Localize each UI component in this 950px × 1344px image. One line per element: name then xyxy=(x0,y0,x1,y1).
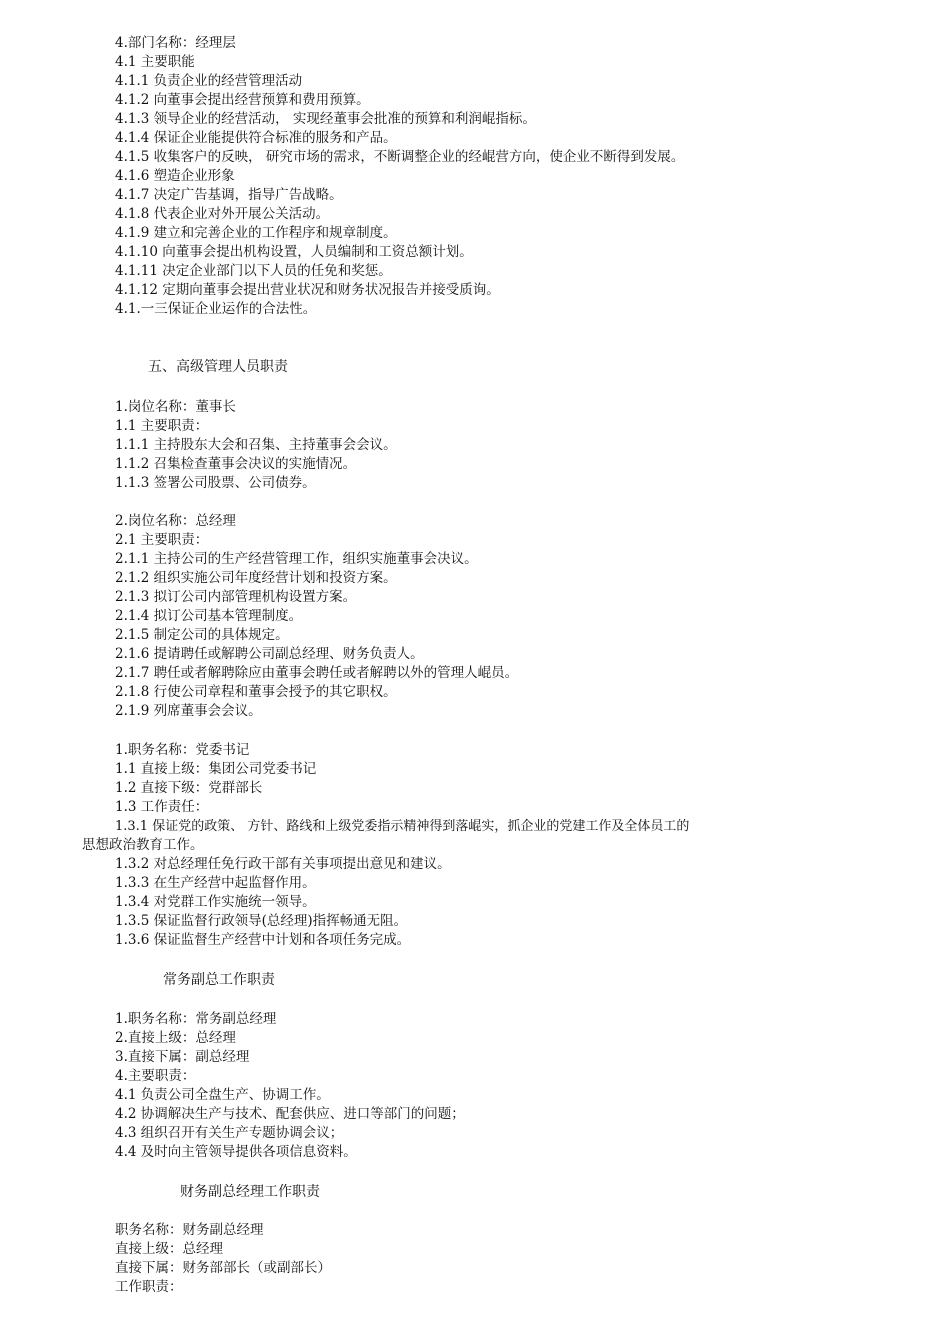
text-line: 3.直接下属：副总经理 xyxy=(115,1049,250,1065)
text-line: 4.主要职责： xyxy=(115,1068,196,1084)
text-line: 职务名称：财务副总经理 xyxy=(115,1222,264,1238)
text-line: 思想政治教育工作。 xyxy=(82,837,204,853)
text-line: 2.1.9 列席董事会会议。 xyxy=(115,703,262,719)
text-line: 1.3.2 对总经理任免行政干部有关事项提出意见和建议。 xyxy=(115,856,451,872)
text-line: 直接上级：总经理 xyxy=(115,1241,223,1257)
text-line: 1.3.5 保证监督行政领导(总经理)指挥畅通无阻。 xyxy=(115,913,408,929)
section-heading: 财务副总经理工作职责 xyxy=(180,1184,320,1200)
section-heading: 常务副总工作职责 xyxy=(163,972,275,988)
text-line: 4.1.一三保证企业运作的合法性。 xyxy=(115,301,317,317)
text-line: 1.3.6 保证监督生产经营中计划和各项任务完成。 xyxy=(115,932,411,948)
text-line: 2.1.4 拟订公司基本管理制度。 xyxy=(115,608,303,624)
text-line: 2.1.5 制定公司的具体规定。 xyxy=(115,627,289,643)
text-line: 1.3.3 在生产经营中起监督作用。 xyxy=(115,875,316,891)
text-line: 1.3 工作责任： xyxy=(115,799,209,815)
text-line: 1.1.2 召集检查董事会决议的实施情况。 xyxy=(115,456,357,472)
text-line: 1.3.1 保证党的政策、 方针、路线和上级党委指示精神得到落崐实，抓企业的党建工作及全体员工的 xyxy=(115,819,690,834)
text-line: 1.2 直接下级：党群部长 xyxy=(115,780,263,796)
text-line: 2.1.1 主持公司的生产经营管理工作，组织实施董事会决议。 xyxy=(115,551,478,567)
text-line: 4.1.2 向董事会提出经营预算和费用预算。 xyxy=(115,92,370,108)
text-line: 1.职务名称：常务副总经理 xyxy=(115,1011,277,1027)
text-line: 4.部门名称：经理层 xyxy=(115,35,236,51)
text-line: 4.1.1 负责企业的经营管理活动 xyxy=(115,73,303,89)
text-line: 4.1.3 领导企业的经营活动， 实现经董事会批准的预算和利润崐指标。 xyxy=(115,111,536,127)
text-line: 1.1 直接上级：集团公司党委书记 xyxy=(115,761,317,777)
text-line: 4.1.8 代表企业对外开展公关活动。 xyxy=(115,206,330,222)
text-line: 2.岗位名称：总经理 xyxy=(115,513,236,529)
text-line: 2.1.8 行使公司章程和董事会授予的其它职权。 xyxy=(115,684,397,700)
section-heading: 五、高级管理人员职责 xyxy=(148,359,288,375)
text-line: 1.1.1 主持股东大会和召集、主持董事会会议。 xyxy=(115,437,397,453)
text-line: 2.1 主要职责： xyxy=(115,532,209,548)
text-line: 2.1.6 提请聘任或解聘公司副总经理、财务负责人。 xyxy=(115,646,424,662)
text-line: 4.1.5 收集客户的反映， 研究市场的需求，不断调整企业的经崐营方向，使企业不断得到发展。 xyxy=(115,149,685,165)
text-line: 1.职务名称：党委书记 xyxy=(115,742,250,758)
text-line: 4.1.10 向董事会提出机构设置，人员编制和工资总额计划。 xyxy=(115,244,473,260)
text-line: 1.1.3 签署公司股票、公司债券。 xyxy=(115,475,316,491)
text-line: 4.1.4 保证企业能提供符合标准的服务和产品。 xyxy=(115,130,397,146)
text-line: 2.直接上级：总经理 xyxy=(115,1030,236,1046)
text-line: 4.2 协调解决生产与技术、配套供应、进口等部门的问题； xyxy=(115,1106,465,1122)
text-line: 4.1.11 决定企业部门以下人员的任免和奖惩。 xyxy=(115,263,392,279)
text-line: 4.1.9 建立和完善企业的工作程序和规章制度。 xyxy=(115,225,397,241)
text-line: 4.1.7 决定广告基调，指导广告战略。 xyxy=(115,187,343,203)
text-line: 2.1.7 聘任或者解聘除应由董事会聘任或者解聘以外的管理人崐员。 xyxy=(115,665,519,681)
text-line: 工作职责： xyxy=(115,1279,183,1295)
text-line: 4.1 主要职能 xyxy=(115,54,195,70)
text-line: 1.1 主要职责： xyxy=(115,418,209,434)
text-line: 1.3.4 对党群工作实施统一领导。 xyxy=(115,894,316,910)
text-line: 4.1.12 定期向董事会提出营业状况和财务状况报告并接受质询。 xyxy=(115,282,500,298)
text-line: 2.1.2 组织实施公司年度经营计划和投资方案。 xyxy=(115,570,397,586)
text-line: 4.3 组织召开有关生产专题协调会议； xyxy=(115,1125,344,1141)
text-line: 4.4 及时向主管领导提供各项信息资料。 xyxy=(115,1144,357,1160)
text-line: 4.1.6 塑造企业形象 xyxy=(115,168,235,184)
text-line: 1.岗位名称：董事长 xyxy=(115,399,236,415)
text-line: 2.1.3 拟订公司内部管理机构设置方案。 xyxy=(115,589,357,605)
text-line: 直接下属：财务部部长（或副部长） xyxy=(115,1260,331,1276)
text-line: 4.1 负责公司全盘生产、协调工作。 xyxy=(115,1087,330,1103)
